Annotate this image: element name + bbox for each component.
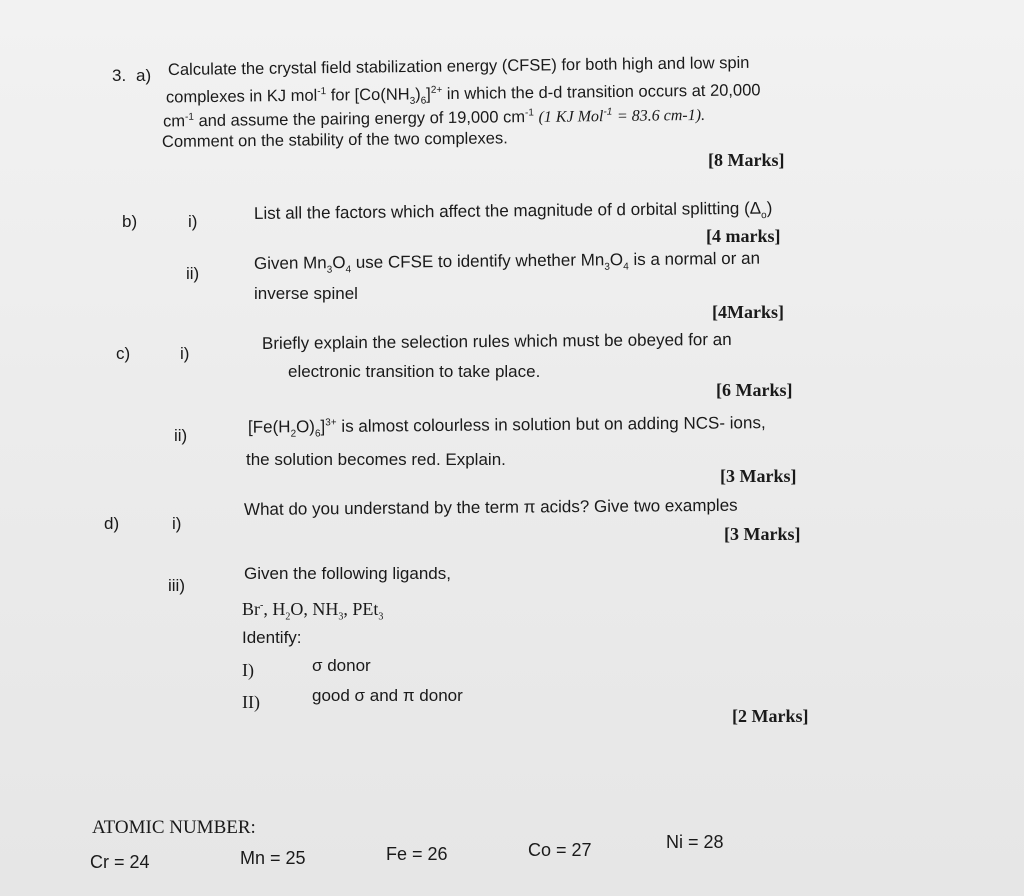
atomic-ni: Ni = 28 — [666, 832, 724, 852]
c-ii-bracket: ] — [320, 416, 326, 437]
ligand-h: , H — [263, 599, 286, 619]
ligand-pet: , PEt — [343, 599, 379, 619]
part-c-ii-marks: [3 Marks] — [720, 466, 797, 486]
a-line2-formula: for [Co(NH — [330, 85, 410, 105]
part-d-iii-text: Given the following ligands, — [244, 564, 451, 583]
atomic-fe: Fe = 26 — [386, 844, 448, 864]
identify-I-label: I) — [242, 660, 254, 680]
b-ii-sub4: 4 — [345, 264, 352, 276]
a-line2-text2: in which the d-d transition occurs at 20,000 — [446, 81, 761, 104]
a-sub-3: 3 — [409, 95, 416, 107]
part-b-i-label: i) — [188, 212, 198, 231]
part-d-i-text: What do you understand by the term π acids? Give two examples — [243, 495, 738, 519]
c-ii-fe: [Fe(H — [247, 417, 291, 437]
atomic-mn: Mn = 25 — [240, 848, 306, 868]
part-d-label: d) — [104, 514, 120, 533]
a-line3-cm: cm — [162, 112, 186, 131]
ligand-sub3: 3 — [338, 611, 344, 623]
question-number: 3. — [112, 66, 127, 85]
part-a-line4: Comment on the stability of the two complexes. — [161, 129, 508, 151]
a-line3-conv1: (1 KJ Mol — [538, 108, 604, 126]
a-sup-minus1-b: -1 — [184, 111, 194, 123]
identify-I-text: σ donor — [312, 656, 371, 675]
part-c-ii-line2: the solution becomes red. Explain. — [246, 450, 506, 469]
a-line2-bracket: ] — [426, 85, 431, 104]
c-ii-o: O) — [295, 417, 316, 437]
part-c-label: c) — [116, 344, 131, 363]
atomic-co: Co = 27 — [528, 840, 592, 860]
part-b-label: b) — [122, 212, 138, 231]
b-i-text: List all the factors which affect the magnitude of d orbital splitting (Δ — [253, 198, 762, 223]
a-line3-conv2: = 83.6 cm-1). — [616, 106, 706, 125]
part-c-i-line2: electronic transition to take place. — [288, 362, 541, 381]
part-a-marks: [8 Marks] — [708, 150, 785, 170]
a-line3-text: and assume the pairing energy of 19,000 cm — [198, 108, 526, 131]
b-ii-sub3b: 3 — [604, 261, 610, 273]
a-sub-6: 6 — [420, 95, 427, 107]
c-ii-sub2: 2 — [290, 428, 297, 440]
part-b-ii-line2: inverse spinel — [254, 284, 358, 303]
part-d-i-marks: [3 Marks] — [724, 524, 801, 544]
c-ii-sub6: 6 — [314, 428, 321, 440]
identify-II-label: II) — [242, 692, 260, 712]
ligand-sub2: 2 — [285, 611, 291, 623]
b-ii-sub4b: 4 — [623, 261, 629, 273]
a-sup-minus1: -1 — [317, 86, 327, 98]
atomic-title: ATOMIC NUMBER: — [92, 817, 256, 838]
part-b-ii-label: ii) — [186, 264, 200, 283]
part-c-ii-label: ii) — [174, 426, 188, 445]
ligand-nh: O, NH — [290, 599, 339, 619]
b-ii-o2: O — [609, 250, 624, 270]
part-a-line1: Calculate the crystal field stabilization energy (CFSE) for both high and low spin — [167, 53, 750, 79]
part-a-label: a) — [136, 66, 152, 85]
identify-label: Identify: — [242, 628, 302, 647]
b-ii-mn: Given Mn — [253, 253, 327, 273]
part-a-line3 — [163, 101, 705, 132]
a-sup-2plus: 2+ — [430, 84, 443, 96]
part-d-i-label: i) — [172, 514, 182, 533]
ligand-list — [242, 596, 383, 628]
part-c-i-label: i) — [180, 344, 190, 363]
b-ii-sub3: 3 — [326, 264, 333, 276]
b-ii-text2: is a normal or an — [633, 248, 761, 270]
part-c-i-marks: [6 Marks] — [716, 380, 793, 400]
part-c-i-line1: Briefly explain the selection rules which must be obeyed for an — [261, 329, 732, 353]
ligand-br-sup: - — [260, 600, 264, 611]
b-ii-text: use CFSE to identify whether Mn — [355, 250, 605, 272]
a-sup-minus1-c: -1 — [524, 107, 534, 119]
part-b-ii-marks: [4Marks] — [712, 302, 784, 322]
part-b-ii-line1 — [254, 249, 760, 282]
b-ii-o: O — [332, 253, 346, 273]
a-line2-text1: complexes in KJ mol — [165, 86, 318, 107]
c-ii-text: is almost colourless in solution but on adding NCS- ions, — [341, 413, 766, 436]
b-i-close: ) — [766, 198, 773, 218]
part-d-iii-label: iii) — [168, 576, 185, 595]
b-i-sub: o — [761, 210, 767, 222]
part-b-i-text — [254, 199, 773, 232]
part-d-iii-marks: [2 Marks] — [732, 706, 809, 726]
identify-II-text: good σ and π donor — [312, 686, 463, 705]
a-line2-paren: ) — [415, 85, 421, 104]
a-sup-minus1-d: -1 — [603, 106, 613, 118]
part-b-i-marks: [4 marks] — [706, 226, 781, 246]
part-c-ii-line1 — [248, 409, 766, 445]
ligand-br: Br — [242, 599, 260, 619]
atomic-cr: Cr = 24 — [90, 852, 150, 872]
ligand-sub3b: 3 — [378, 611, 384, 623]
c-ii-sup3plus: 3+ — [325, 417, 337, 429]
